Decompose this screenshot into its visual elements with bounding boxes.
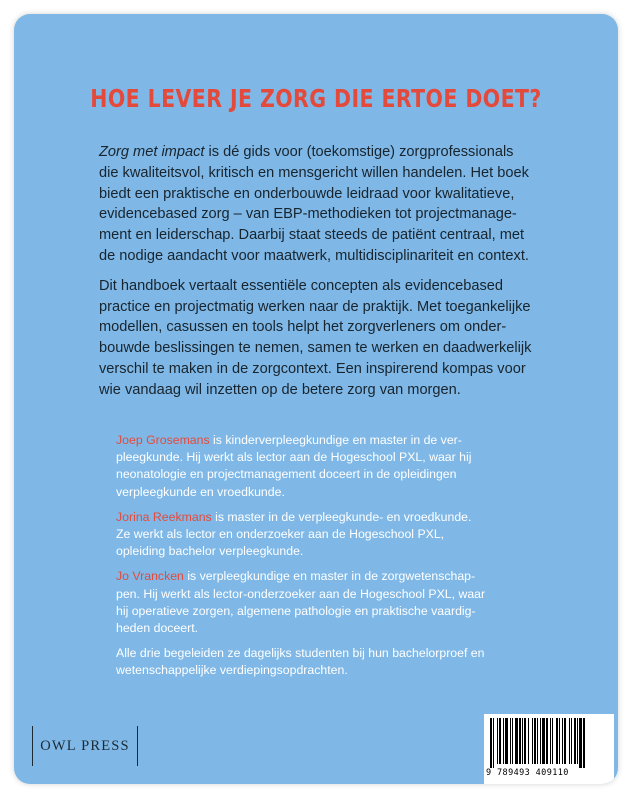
intro-line: ment en leiderschap. Daarbij staat steeds de patiënt centraal, met: [99, 227, 525, 244]
barcode-bar: [512, 718, 513, 764]
intro-paragraph-1: [99, 142, 539, 267]
barcode-bar: [534, 718, 536, 764]
intro-line: biedt een praktische en onderbouwde leidraad voor kwalitatieve,: [99, 185, 515, 202]
author-name: Joep Grosemans: [116, 433, 210, 447]
barcode-bar: [540, 718, 541, 764]
bio-line: opleiding bachelor verpleegkunde.: [116, 544, 304, 559]
barcode-bar: [490, 718, 492, 768]
author-bios: [116, 432, 536, 688]
intro-line: verschil te maken in de zorgcontext. Een inspirerend kompas voor: [99, 360, 526, 377]
barcode-bar: [574, 718, 576, 764]
barcode-bar: [550, 718, 551, 764]
barcode-bar: [532, 718, 533, 764]
barcode-digits: 9 789493 409110: [486, 768, 569, 778]
barcode-bar: [528, 718, 529, 764]
barcode-bar: [562, 718, 563, 764]
publisher-logo: OWL PRESS: [32, 726, 138, 766]
bio-line-text: is verpleegkundige en master in de zorgwetenschap-: [183, 569, 476, 584]
barcode-bar: [505, 718, 508, 764]
barcode-bar: [583, 718, 585, 768]
barcode-bar: [546, 718, 548, 764]
bio-line: [116, 509, 536, 526]
barcode-bar: [556, 718, 558, 764]
barcode-bar: [499, 718, 501, 764]
closing-line: wetenschappelijke verdiepingsopdrachten.: [116, 663, 348, 678]
bio-line: pleegkunde. Hij werkt als lector aan de Hogeschool PXL, waar hij: [116, 450, 472, 465]
barcode-bar: [510, 718, 511, 764]
bio-line: neonatologie en projectmanagement doceert in de opleidingen: [116, 467, 457, 482]
closing-paragraph: [116, 645, 536, 679]
intro-line-text: is dé gids voor (toekomstige) zorgprofessionals: [204, 144, 514, 160]
bio-line: heden doceert.: [116, 621, 199, 636]
bio-line: [116, 568, 536, 585]
barcode-bar: [497, 718, 498, 764]
back-cover: [14, 14, 618, 784]
barcode-bars: [488, 718, 610, 768]
cover-heading: HOE LEVER JE ZORG DIE ERTOE DOET?: [90, 84, 542, 113]
intro-text: [99, 142, 539, 410]
book-title-italic: Zorg met impact: [99, 144, 205, 160]
barcode-bar: [564, 718, 566, 764]
barcode-bar: [571, 718, 572, 764]
bio-line: Ze werkt als lector en onderzoeker aan de Hogeschool PXL,: [116, 527, 445, 542]
intro-line: Dit handboek vertaalt essentiële concepten als evidencebased: [99, 277, 504, 294]
intro-line: wie vandaag wil inzetten op de betere zorg van morgen.: [99, 381, 461, 398]
author-name: Jorina Reekmans: [116, 509, 212, 524]
barcode-bar: [569, 718, 570, 764]
bio-line-text: is kinderverpleegkundige en master in de ver-: [209, 433, 462, 447]
barcode-bar: [493, 718, 494, 768]
author-bio-2: [116, 509, 536, 561]
author-bio-3: [116, 568, 536, 637]
intro-line: evidencebased zorg – van EBP-methodieken tot projectmanage-: [99, 206, 517, 223]
bio-line: pen. Hij werkt als lector-onderzoeker aan de Hogeschool PXL, waar: [116, 586, 486, 601]
barcode-bar: [577, 718, 578, 764]
intro-line: practice en projectmatig werken naar de praktijk. Met toegankelijke: [99, 298, 531, 315]
bio-line-text: is master in de verpleegkunde- en vroedkunde.: [211, 509, 472, 524]
bio-line: verpleegkunde en vroedkunde.: [116, 484, 285, 499]
barcode-bar: [524, 718, 526, 764]
barcode-bar: [519, 718, 521, 764]
barcode-bar: [559, 718, 560, 764]
intro-line: de nodige aandacht voor maatwerk, multidisciplinariteit en context.: [99, 247, 529, 264]
barcode-bar: [552, 718, 553, 764]
bio-line: [116, 432, 536, 449]
barcode-bar: [537, 718, 538, 764]
intro-line: [99, 142, 539, 163]
barcode-bar: [579, 718, 582, 768]
intro-line: bouwde beslissingen te nemen, samen te werken en daadwerkelijk: [99, 340, 532, 357]
intro-paragraph-2: [99, 276, 539, 401]
author-name: Jo Vrancken: [116, 569, 184, 584]
intro-line: die kwaliteitsvol, kritisch en mensgericht willen handelen. Het boek: [99, 164, 529, 181]
isbn-barcode: [484, 714, 614, 784]
author-bio-1: [116, 432, 536, 501]
barcode-bar: [503, 718, 504, 764]
barcode-bar: [522, 718, 523, 764]
barcode-bar: [515, 718, 518, 764]
barcode-bar: [542, 718, 545, 764]
intro-line: modellen, casussen en tools helpt het zorgverleners om onder-: [99, 319, 507, 336]
closing-line: Alle drie begeleiden ze dagelijks studenten bij hun bachelorproef en: [116, 646, 485, 661]
bio-line: hij operatieve zorgen, algemene pathologie en praktische vaardig-: [116, 603, 476, 618]
